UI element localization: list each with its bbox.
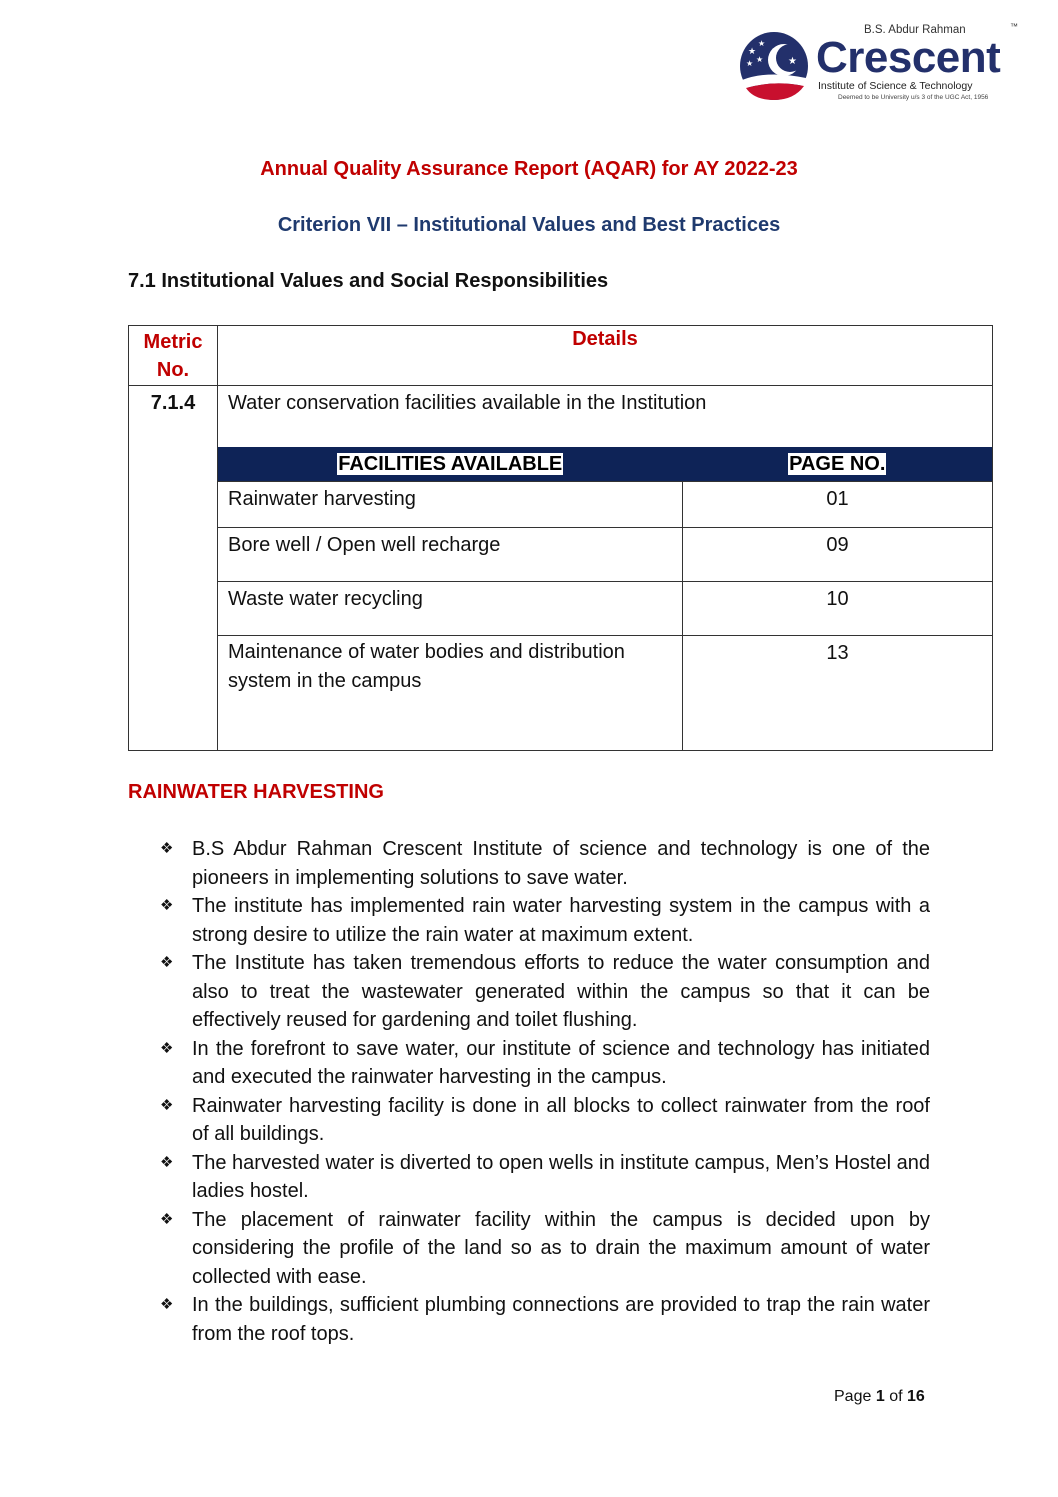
- bullet-text: In the forefront to save water, our institute of science and technology has initiated and executed the rainwater harvesting in the campus.: [192, 1037, 930, 1088]
- logo-brand: Crescent: [816, 33, 1001, 82]
- facility-page: 13: [683, 636, 993, 750]
- bullet-text: Rainwater harvesting facility is done in all blocks to collect rainwater from the roof of all buildings.: [192, 1094, 930, 1145]
- diamond-bullet-icon: ❖: [160, 1296, 174, 1313]
- bullet-text: The placement of rainwater facility within the campus is decided upon by considering the profile of the land so as to drain the maximum amount of water collected with ease.: [192, 1208, 930, 1288]
- diamond-bullet-icon: ❖: [160, 1039, 174, 1057]
- bullet-text: The harvested water is diverted to open wells in institute campus, Men’s Hostel and ladies hostel.: [192, 1151, 930, 1202]
- table-row: [218, 636, 992, 750]
- col-metric-header: Metric No.: [129, 326, 218, 386]
- metric-table-header: [129, 326, 993, 386]
- col-page-header: PAGE NO.: [789, 452, 886, 475]
- col-facilities-header: FACILITIES AVAILABLE: [338, 452, 563, 475]
- facility-page: 01: [683, 482, 993, 528]
- facility-page: 09: [683, 528, 993, 582]
- criterion-title: Criterion VII – Institutional Values and Best Practices: [277, 214, 781, 236]
- list-item: [160, 835, 930, 892]
- facility-name: Maintenance of water bodies and distribution system in the campus: [218, 636, 683, 750]
- logo-deemed-text: Deemed to be University u/s 3 of the UGC Act, 1956: [838, 94, 989, 101]
- logo-subtitle: Institute of Science & Technology: [818, 80, 973, 92]
- rainwater-bullet-list: [160, 835, 930, 1348]
- table-row: [218, 582, 992, 636]
- list-item: [160, 1035, 930, 1092]
- diamond-bullet-icon: ❖: [160, 840, 174, 857]
- logo-top-name: B.S. Abdur Rahman: [864, 24, 966, 36]
- page-total: 16: [906, 1388, 925, 1405]
- facility-name: Waste water recycling: [218, 582, 683, 636]
- col-details-header: Details: [218, 326, 993, 386]
- page-number: [834, 1388, 925, 1406]
- list-item: [160, 892, 930, 949]
- facilities-table-header: [218, 447, 992, 482]
- metric-description: Water conservation facilities available in the Institution: [228, 392, 707, 414]
- facility-name: Bore well / Open well recharge: [218, 528, 683, 582]
- facilities-table: [218, 447, 992, 750]
- facility-page: 10: [683, 582, 993, 636]
- list-item: [160, 1206, 930, 1292]
- facility-name: Rainwater harvesting: [218, 482, 683, 528]
- svg-text:★: ★: [746, 59, 754, 68]
- list-item: [160, 1092, 930, 1149]
- diamond-bullet-icon: ❖: [160, 1153, 174, 1171]
- page-of: of: [889, 1388, 903, 1405]
- bullet-text: The Institute has taken tremendous efforts to reduce the water consumption and also to treat the wastewater generated within the campus so that it can be effectively reused for gardening and toilet flushing.: [192, 952, 930, 1031]
- metric-table: [128, 325, 993, 751]
- table-row: [218, 528, 992, 582]
- list-item: [160, 949, 930, 1035]
- table-row: [218, 482, 992, 528]
- report-title: Annual Quality Assurance Report (AQAR) for AY 2022-23: [260, 158, 798, 180]
- page-prefix: Page: [834, 1388, 872, 1405]
- metric-row: [129, 386, 993, 751]
- page-current: 1: [875, 1388, 885, 1405]
- diamond-bullet-icon: ❖: [160, 1096, 174, 1114]
- svg-text:★: ★: [748, 46, 757, 56]
- trademark-mark: ™: [1010, 22, 1018, 31]
- svg-text:★: ★: [758, 39, 766, 48]
- list-item: [160, 1291, 930, 1348]
- diamond-bullet-icon: ❖: [160, 1210, 174, 1228]
- metric-details: [218, 386, 993, 751]
- section-title: 7.1 Institutional Values and Social Responsibilities: [128, 270, 609, 292]
- svg-text:★: ★: [788, 56, 797, 67]
- metric-number: 7.1.4: [129, 386, 218, 751]
- bullet-text: The institute has implemented rain water harvesting system in the campus with a strong desire to utilize the rain water at maximum extent.: [192, 895, 930, 946]
- bullet-text: In the buildings, sufficient plumbing connections are provided to trap the rain water from the roof tops.: [192, 1294, 930, 1345]
- institute-logo: [738, 24, 1023, 106]
- diamond-bullet-icon: ❖: [160, 954, 174, 971]
- crescent-emblem-icon: [738, 30, 810, 102]
- list-item: [160, 1149, 930, 1206]
- bullet-text: B.S Abdur Rahman Crescent Institute of science and technology is one of the pioneers in implementing solutions to save water.: [192, 838, 930, 889]
- rainwater-heading: RAINWATER HARVESTING: [128, 781, 384, 803]
- svg-text:★: ★: [756, 55, 764, 64]
- diamond-bullet-icon: ❖: [160, 897, 174, 914]
